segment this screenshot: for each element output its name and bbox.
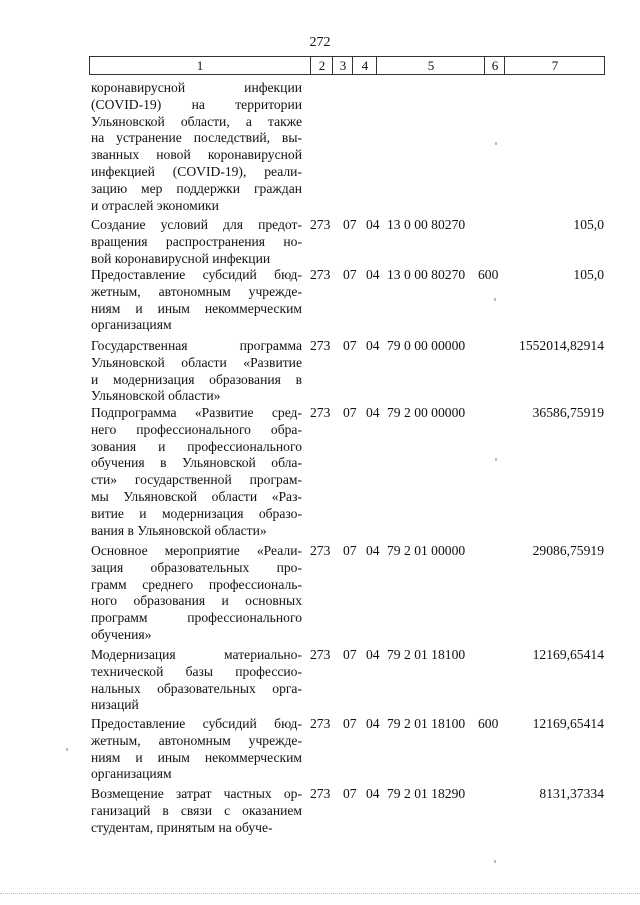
description-line: организациям xyxy=(91,317,172,333)
description-line: жетным, автономным учрежде- xyxy=(91,283,302,299)
section-code: 07 xyxy=(343,217,357,232)
description-line: зования и профессионального xyxy=(91,438,302,454)
subsection-code: 04 xyxy=(366,217,380,232)
scan-speck xyxy=(494,860,496,863)
description-line: студентам, принятым на обуче- xyxy=(91,819,273,835)
target-article-code: 79 2 01 00000 xyxy=(387,543,466,558)
description-line: Государственная программа xyxy=(91,338,302,353)
section-code: 07 xyxy=(343,716,357,731)
ministry-code: 273 xyxy=(310,217,331,232)
header-cell-7: 7 xyxy=(504,57,605,74)
description-line: грамм среднего профессиональ- xyxy=(91,576,302,592)
amount-value: 105,0 xyxy=(573,267,604,282)
description-line: инфекцией (COVID-19), реали- xyxy=(91,163,302,179)
description-line: обучения в Ульяновской обла- xyxy=(91,455,302,471)
scan-speck xyxy=(495,458,497,461)
description-line: нальных образовательных орга- xyxy=(91,680,302,696)
section-code: 07 xyxy=(343,543,357,558)
description-line: Ульяновской области, а также xyxy=(91,113,302,129)
row-description xyxy=(91,405,302,539)
section-code: 07 xyxy=(343,647,357,662)
description-line: витие и модернизация образо- xyxy=(91,505,302,521)
subsection-code: 04 xyxy=(366,267,380,282)
description-line: жетным, автономным учрежде- xyxy=(91,732,302,748)
description-line: Предоставление субсидий бюд- xyxy=(91,716,302,731)
description-line: вращения распространения но- xyxy=(91,233,302,249)
subsection-code: 04 xyxy=(366,338,380,353)
amount-value: 105,0 xyxy=(573,217,604,232)
description-line: Ульяновской области» xyxy=(91,388,221,404)
amount-value: 12169,65414 xyxy=(532,647,604,662)
description-line: зацию мер поддержки граждан xyxy=(91,180,302,196)
scan-speck xyxy=(66,748,68,751)
description-line: и отраслей экономики xyxy=(91,197,219,213)
amount-value: 29086,75919 xyxy=(532,543,604,558)
description-line: обучения» xyxy=(91,626,152,642)
description-line: организациям xyxy=(91,766,172,782)
ministry-code: 273 xyxy=(310,405,331,420)
amount-value: 12169,65414 xyxy=(532,716,604,731)
description-line: Возмещение затрат частных ор- xyxy=(91,786,302,801)
target-article-code: 79 2 00 00000 xyxy=(387,405,466,420)
section-code: 07 xyxy=(343,405,357,420)
description-line: коронавирусной инфекции xyxy=(91,80,302,95)
target-article-code: 79 2 01 18100 xyxy=(387,716,466,731)
description-line: него профессионального обра- xyxy=(91,421,302,437)
description-line: Ульяновской области «Развитие xyxy=(91,354,302,370)
amount-value: 1552014,82914 xyxy=(519,338,604,353)
target-article-code: 13 0 00 80270 xyxy=(387,217,466,232)
description-line: ниям и иным некоммерческим xyxy=(91,749,302,765)
ministry-code: 273 xyxy=(310,647,331,662)
subsection-code: 04 xyxy=(366,543,380,558)
header-cell-5: 5 xyxy=(376,57,485,74)
scan-edge-line xyxy=(0,893,640,894)
target-article-code: 79 2 01 18100 xyxy=(387,647,466,662)
description-line: вания в Ульяновской области» xyxy=(91,522,267,538)
ministry-code: 273 xyxy=(310,338,331,353)
description-line: вой коронавирусной инфекции xyxy=(91,250,271,266)
description-line: технической базы профессио- xyxy=(91,663,302,679)
description-line: Создание условий для предот- xyxy=(91,217,302,232)
description-line: званных новой коронавирусной xyxy=(91,147,302,163)
amount-value: 8131,37334 xyxy=(539,786,604,801)
row-description xyxy=(91,786,302,836)
expense-type-code: 600 xyxy=(478,716,499,731)
row-description xyxy=(91,647,302,714)
page-number: 272 xyxy=(309,35,331,50)
ministry-code: 273 xyxy=(310,267,331,282)
description-line: на устранение последствий, вы- xyxy=(91,130,302,146)
target-article-code: 79 0 00 00000 xyxy=(387,338,466,353)
description-line: низаций xyxy=(91,697,139,713)
description-line: (COVID-19) на территории xyxy=(91,96,302,112)
description-line: Модернизация материально- xyxy=(91,647,302,662)
description-line: зация образовательных про- xyxy=(91,559,302,575)
row-description xyxy=(91,80,302,214)
ministry-code: 273 xyxy=(310,716,331,731)
description-line: ного образования и основных xyxy=(91,593,302,609)
header-cell-3: 3 xyxy=(332,57,353,74)
subsection-code: 04 xyxy=(366,716,380,731)
target-article-code: 79 2 01 18290 xyxy=(387,786,466,801)
row-description xyxy=(91,716,302,783)
description-line: Подпрограмма «Развитие сред- xyxy=(91,405,302,420)
row-description xyxy=(91,267,302,334)
ministry-code: 273 xyxy=(310,543,331,558)
description-line: Предоставление субсидий бюд- xyxy=(91,267,302,282)
subsection-code: 04 xyxy=(366,647,380,662)
section-code: 07 xyxy=(343,338,357,353)
table-header-row xyxy=(89,56,605,75)
expense-type-code: 600 xyxy=(478,267,499,282)
scan-speck xyxy=(494,298,496,301)
header-cell-4: 4 xyxy=(352,57,377,74)
description-line: мы Ульяновской области «Раз- xyxy=(91,488,302,504)
target-article-code: 13 0 00 80270 xyxy=(387,267,466,282)
subsection-code: 04 xyxy=(366,405,380,420)
section-code: 07 xyxy=(343,786,357,801)
description-line: и модернизация образования в xyxy=(91,371,302,387)
row-description xyxy=(91,543,302,644)
header-cell-1: 1 xyxy=(196,58,204,73)
scan-speck xyxy=(495,142,497,145)
header-cell-2: 2 xyxy=(310,57,333,74)
description-line: сти» государственной програм- xyxy=(91,472,302,488)
description-line: ниям и иным некоммерческим xyxy=(91,300,302,316)
description-line: программ профессионального xyxy=(91,610,302,626)
row-description xyxy=(91,217,302,267)
description-line: ганизаций в связи с оказанием xyxy=(91,802,302,818)
header-cell-6: 6 xyxy=(484,57,505,74)
row-description xyxy=(91,338,302,405)
description-line: Основное мероприятие «Реали- xyxy=(91,543,302,558)
amount-value: 36586,75919 xyxy=(532,405,604,420)
ministry-code: 273 xyxy=(310,786,331,801)
subsection-code: 04 xyxy=(366,786,380,801)
section-code: 07 xyxy=(343,267,357,282)
